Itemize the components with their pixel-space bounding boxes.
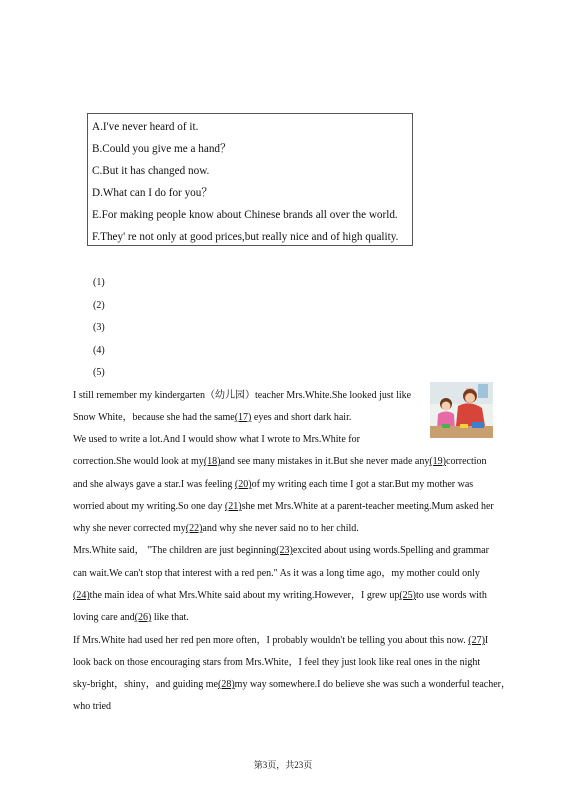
passage-line: look back on those encouraging stars from Mrs.White，I feel they just look like real ones in the night (73, 657, 481, 668)
blank-number: (4) (93, 345, 105, 356)
passage-line: who tried (73, 701, 112, 712)
page-footer: 第3页，共23页 (253, 760, 313, 770)
option-d: D.What can I do for you？ (92, 187, 213, 199)
blank-25: (25) (399, 590, 416, 601)
passage-line: why she never corrected my(22)and why she never said no to her child. (73, 523, 359, 534)
option-a: A.I've never heard of it. (92, 121, 199, 133)
option-e: E.For making people know about Chinese brands all over the world. (92, 209, 398, 221)
passage-line: Snow White，because she had the same(17) eyes and short dark hair. (73, 412, 352, 423)
passage-line: I still remember my kindergarten（幼儿园）teacher Mrs.White.She looked just like (73, 390, 412, 401)
blank-23: (23) (276, 545, 293, 556)
passage-line: If Mrs.White had used her red pen more often，I probably wouldn't be telling you about this now. (27)I (73, 635, 489, 646)
option-b: B.Could you give me a hand？ (92, 143, 232, 155)
passage-line: We used to write a lot.And I would show what I wrote to Mrs.White for (73, 434, 360, 445)
blank-22: (22) (185, 523, 203, 534)
option-c: C.But it has changed now. (92, 165, 210, 177)
passage-line: Mrs.White said， "The children are just beginning(23)excited about using words.Spelling and grammar (73, 545, 489, 556)
blank-number: (2) (93, 300, 105, 311)
teacher-child-illustration (430, 382, 493, 438)
blank-20: (20) (234, 479, 252, 490)
blank-18: (18) (203, 456, 221, 467)
answer-options-box (87, 113, 413, 246)
passage-line: (24)the main idea of what Mrs.White said about my writing.However，I grew up(25)to use words with (73, 590, 487, 601)
blank-24: (24) (73, 590, 90, 601)
blank-number: (5) (93, 367, 105, 378)
passage-line: and she always gave a star.I was feeling (20)of my writing each time I got a star.But my mother was (73, 479, 474, 490)
blank-number: (3) (93, 322, 105, 333)
passage-line: can wait.We can't stop that interest with a red pen." As it was a long time ago，my mother could only (73, 568, 480, 579)
blank-26: (26) (134, 612, 152, 623)
passage-line: correction.She would look at my(18)and see many mistakes in it.But she never made any(19)correction (73, 456, 487, 467)
option-f: F.They' re not only at good prices,but really nice and of high quality. (92, 231, 399, 243)
blank-21: (21) (224, 501, 242, 512)
blank-17: (17) (234, 412, 252, 423)
blank-28: (28) (218, 679, 235, 690)
blank-number: (1) (93, 277, 105, 288)
passage-line: worried about my writing.So one day (21)she met Mrs.White at a parent-teacher meeting.Mum asked her (73, 501, 494, 512)
blank-19: (19) (429, 456, 446, 467)
passage-line: loving care and(26) like that. (73, 612, 189, 623)
blank-27: (27) (468, 635, 485, 646)
passage-line: sky-bright，shiny，and guiding me(28)my way somewhere.I do believe she was such a wonderful teacher， (73, 679, 511, 690)
